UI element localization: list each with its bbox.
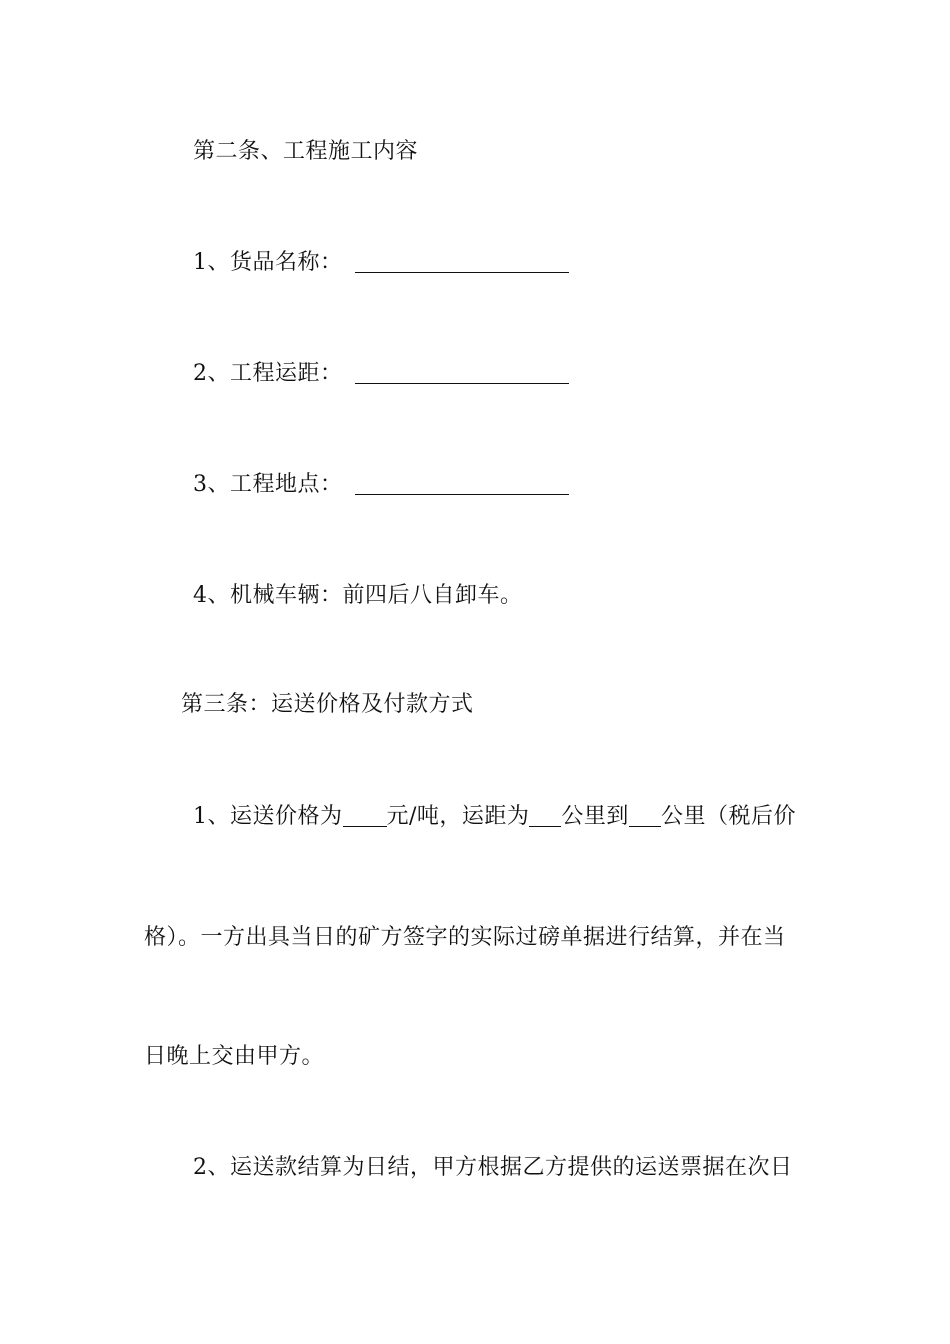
item-transport-distance-label: 2、工程运距： (193, 361, 343, 386)
article-2-heading (193, 137, 418, 167)
price-text-a: 1、运送价格为 (193, 804, 343, 829)
item-goods-name-label: 1、货品名称： (193, 250, 343, 275)
price-text-c: 公里到 (561, 804, 629, 829)
transport-distance-blank (355, 361, 569, 384)
distance-to-blank (629, 804, 661, 827)
price-paragraph-line-3 (144, 1042, 324, 1072)
price-text-line-3: 日晚上交由甲方。 (144, 1044, 325, 1069)
price-text-d: 公里（税后价 (660, 804, 796, 829)
item-vehicles-text: 4、机械车辆：前四后八自卸车。 (193, 583, 523, 608)
price-paragraph-line-2 (144, 923, 786, 953)
item-goods-name (193, 248, 569, 278)
article-2-heading-text: 第二条、工程施工内容 (193, 139, 419, 164)
settlement-text-line-1: 2、运送款结算为日结，甲方根据乙方提供的运送票据在次日 (193, 1155, 793, 1180)
price-paragraph-line-1 (193, 802, 796, 832)
article-3-heading-text: 第三条：运送价格及付款方式 (181, 692, 474, 717)
item-transport-distance (193, 359, 569, 389)
item-project-location (193, 470, 569, 500)
article-3-heading (181, 690, 474, 720)
settlement-paragraph-line-1 (193, 1153, 793, 1183)
item-vehicles (193, 581, 523, 611)
item-project-location-label: 3、工程地点： (193, 472, 343, 497)
distance-from-blank (529, 804, 561, 827)
price-text-b: 元/吨，运距为 (386, 804, 530, 829)
project-location-blank (355, 472, 569, 495)
goods-name-blank (355, 250, 569, 273)
price-text-line-2: 格）。一方出具当日的矿方签字的实际过磅单据进行结算，并在当 (144, 925, 786, 950)
price-blank (343, 804, 387, 827)
